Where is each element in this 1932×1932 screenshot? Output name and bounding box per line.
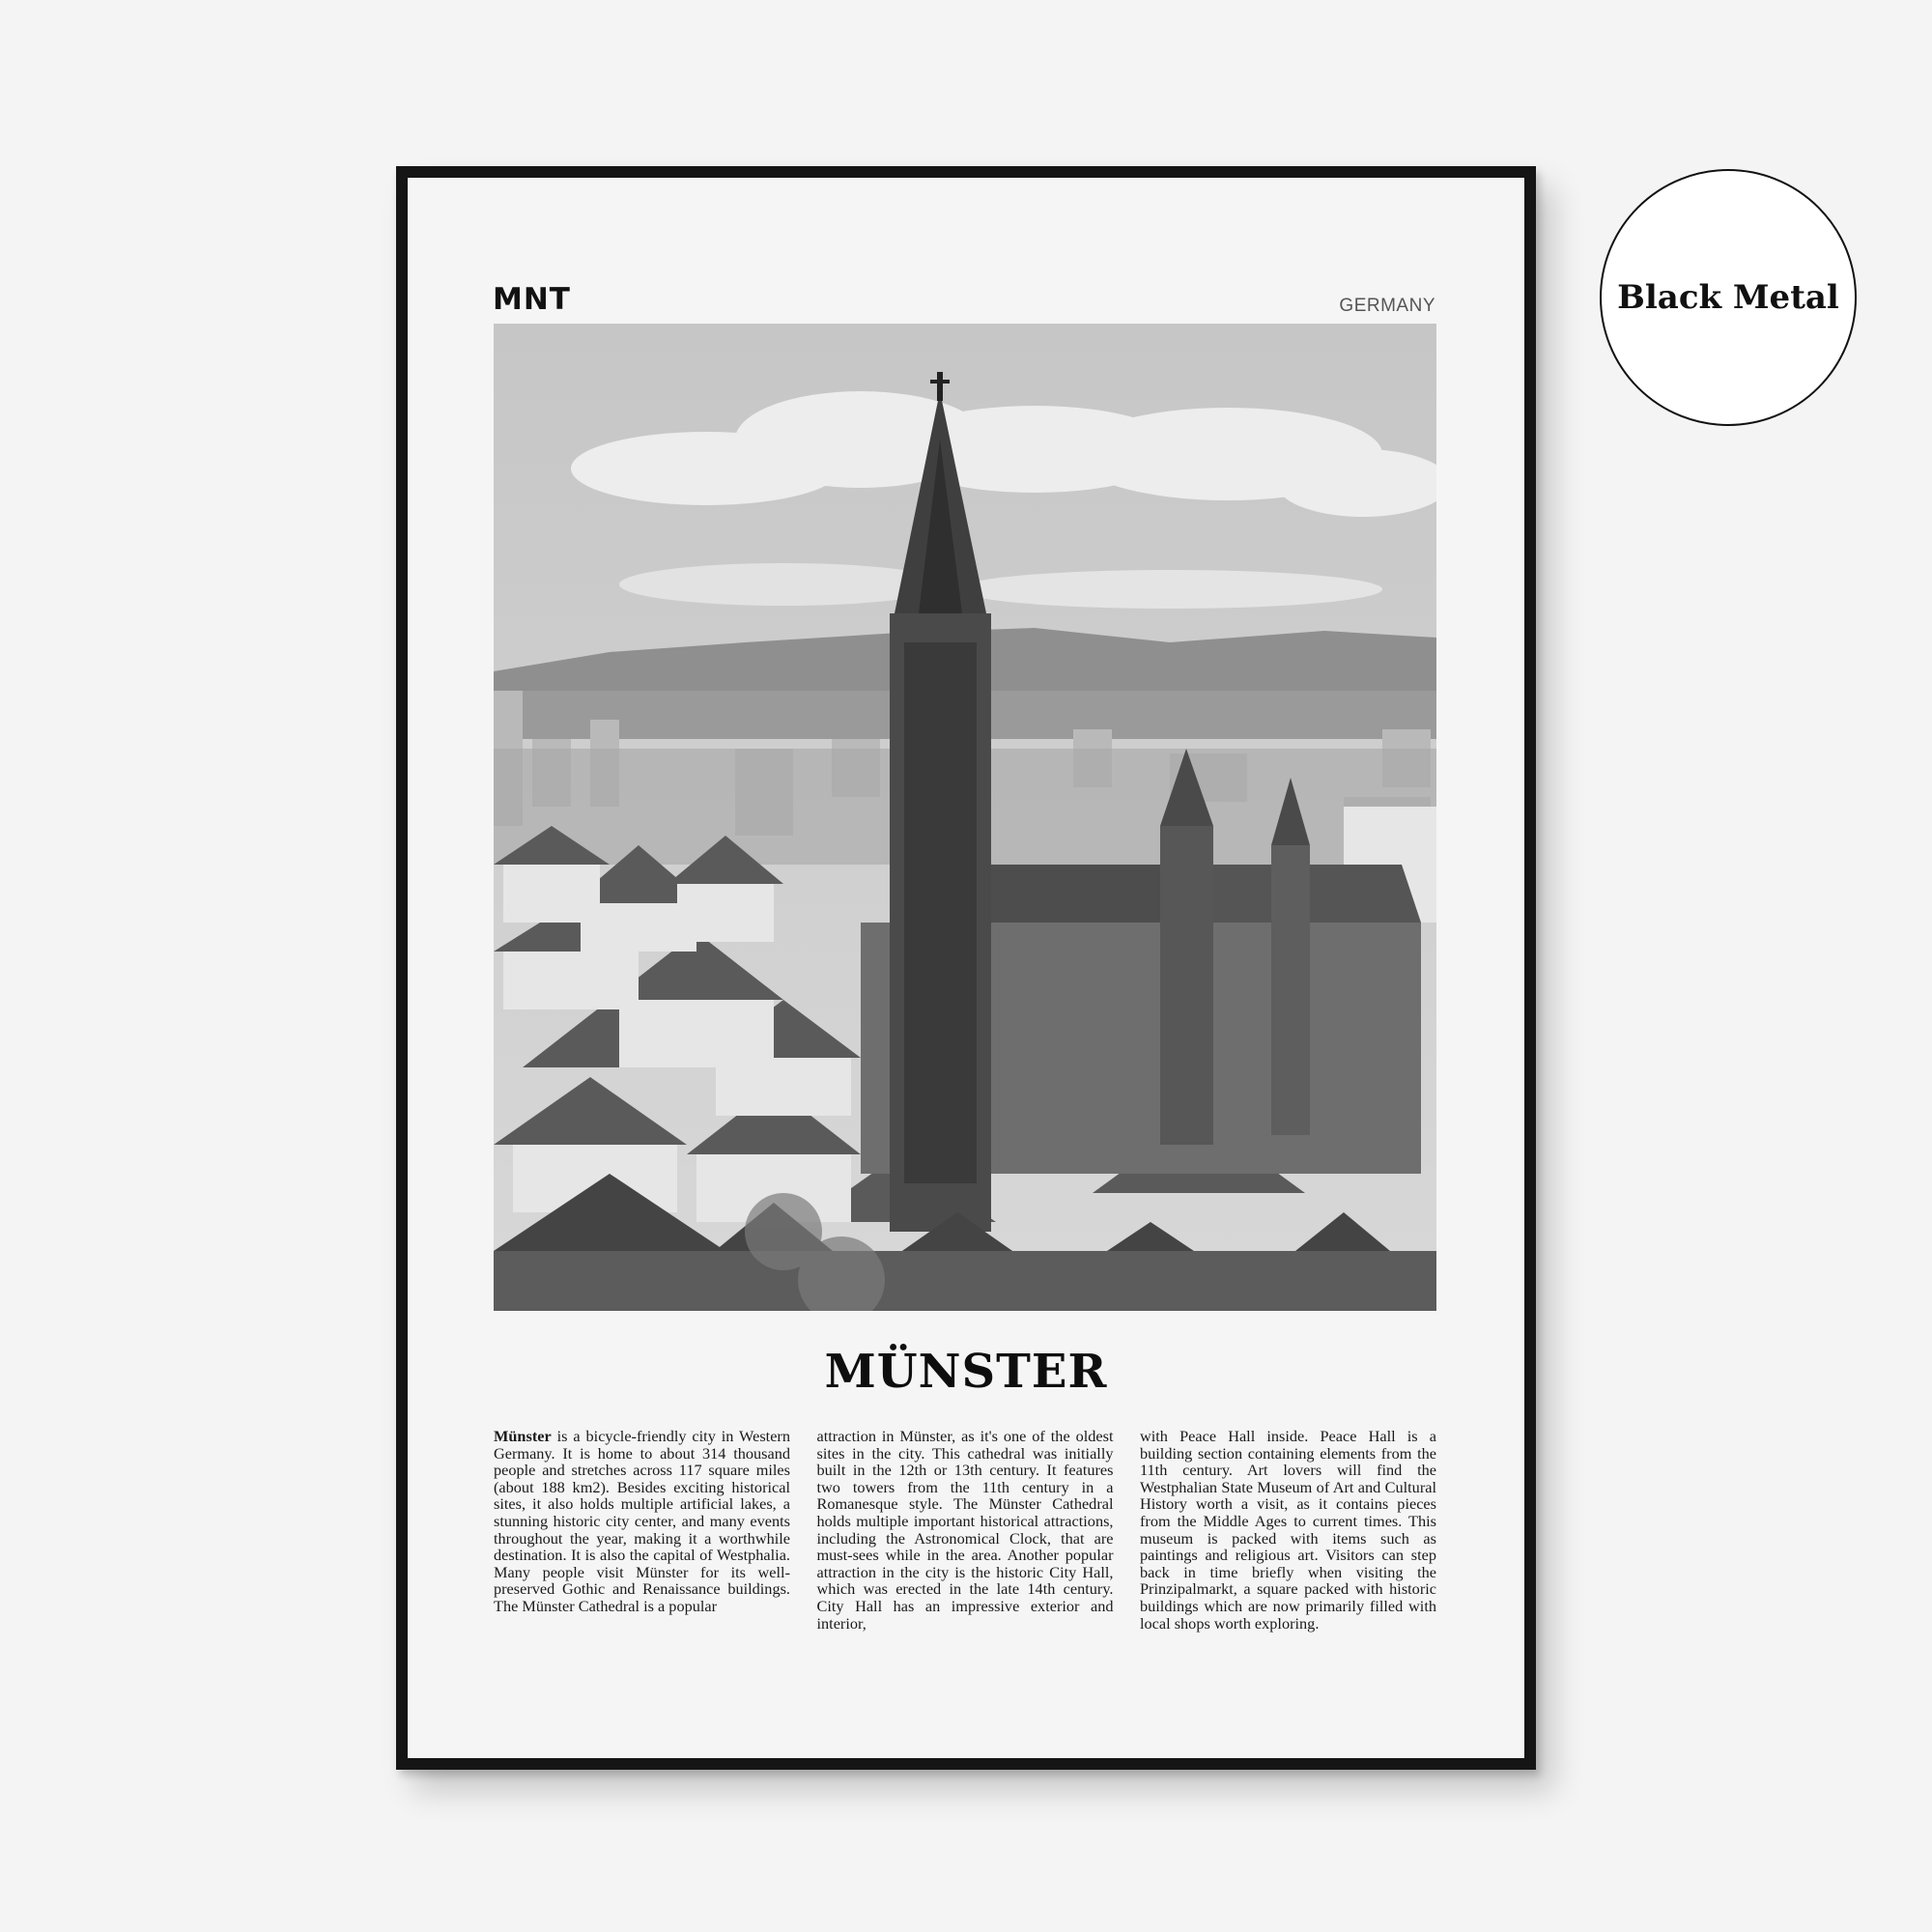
description-lead: Münster <box>494 1427 552 1445</box>
description-column-2: attraction in Münster, as it's one of the oldest sites in the city. This cathedral was initially built in the 12th or 13th century. It features two towers from the 11th century in a Romanesque style. The Münster Cathedral holds multiple important historical attractions, including the Astronomical Clock, that are must-sees while in the area. Another popular attraction in the city is the historic City Hall, which was erected in the late 14th century. City Hall has an impressive exterior and interior, <box>816 1427 1114 1633</box>
description-column-1 <box>494 1428 790 1650</box>
city-code: MNT <box>493 282 571 317</box>
city-title: MÜNSTER <box>824 1345 1108 1399</box>
cathedral-photo <box>494 324 1436 1311</box>
frame-option-badge <box>1600 169 1857 426</box>
frame-option-label: Black Metal <box>1617 278 1839 317</box>
country-label: GERMANY <box>1339 296 1435 316</box>
description-columns <box>494 1428 1436 1650</box>
description-text-1: is a bicycle-friendly city in Western Germany. It is home to about 314 thousand people and stretches across 117 square miles (about 188 km2). Besides exciting historical sites, it also holds multiple artificial lakes, a stunning historic city center, and many events throughout the year, making it a worthwhile destination. It is also the capital of Westphalia. Many people visit Münster for its well-preserved Gothic and Renaissance buildings. The Münster Cathedral is a popular <box>494 1427 790 1615</box>
description-column-3: with Peace Hall inside. Peace Hall is a building section containing elements from the 11th century. Art lovers will find the Westphalian State Museum of Art and Cultural History worth a visit, as it contains pieces from the Middle Ages to current times. This museum is packed with items such as paintings and religious art. Visitors can step back in time briefly when visiting the Prinzipalmarkt, a square packed with historic buildings which are now primarily filled with local shops worth exploring. <box>1140 1427 1436 1633</box>
